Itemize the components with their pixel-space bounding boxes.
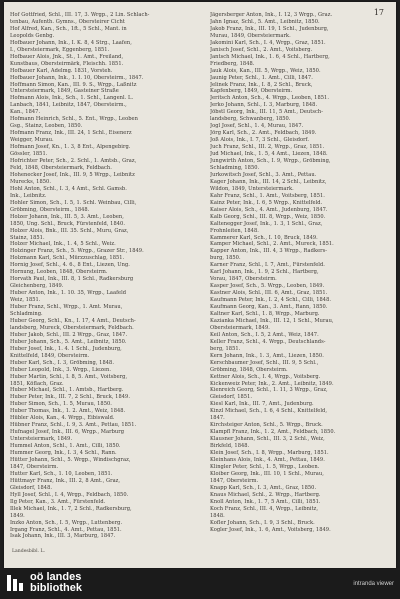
directory-entry-line: berg, 1851. bbox=[210, 345, 241, 352]
directory-entry-line: Klausner Johann, Schl., III. 3, 2 Schl., Weiz, bbox=[210, 436, 325, 443]
directory-entry-line: Vorau, 1847, Obersteirm. bbox=[210, 276, 277, 283]
directory-entry-line: Kickenweiz Peter, Ink., 2. Amt., Leibnitz, 1849. bbox=[210, 380, 334, 387]
directory-entry-line: Hofbauer Alois, Jnk., St., 1. Amt., Freiland, bbox=[10, 53, 124, 60]
directory-entry-line: Koch Franz, Schl., III. 4, Wrgp., Leibnitz, bbox=[210, 505, 319, 512]
directory-entry-line: Holzer Alois, Bnk., III. 35. Schl., Muru, Graz, bbox=[10, 227, 129, 234]
directory-entry-line: Jud Michael, Ink., 1. 5, 4 Amt., Liezen, 1848. bbox=[210, 151, 328, 158]
directory-entry-line: Kaltenegger Josef, Ink., 1. 3, 1 Schl., Graz, bbox=[210, 220, 323, 227]
directory-entry-line: Kainz Peter, Ink., I. 6, 5 Wrgp., Knittelfeld. bbox=[210, 199, 323, 206]
directory-entry-line: Kaufmann Georg, Kan., 3. Amt., Rann, 1850. bbox=[210, 304, 328, 311]
directory-entry-line: 1847, Obersteirm. bbox=[10, 463, 59, 470]
directory-entry-line: Jogl Josef, Schl., 1. 4, Murau, 1847. bbox=[210, 123, 304, 130]
directory-entry-line: Holzer Michael, Ink., 1. 4, 5 Schl., Weiz. bbox=[10, 241, 116, 248]
directory-entry-line: Kan., 1847. bbox=[10, 109, 41, 116]
directory-entry-line: Kienreich Georg, Schl., 1. 11, 3 Wrgp., Graz, bbox=[210, 387, 328, 394]
directory-entry-line: 1851, Köflach, Graz. bbox=[10, 380, 64, 387]
scanned-page bbox=[4, 2, 396, 568]
directory-entry-line: Kasper Josef, Sch., 5. Wrgp., Leoben, 1849. bbox=[210, 283, 325, 290]
directory-entry-line: Kloiber Georg, Ink., III. 10, 1 Schl., Murau, bbox=[210, 470, 324, 477]
directory-entry-line: Huber Leopold, Ink., 3. Wrgp., Liezen. bbox=[10, 366, 112, 373]
directory-entry-line: Holzinger Franz, Sch., 5. Wrgp., Grazer Str., 1849. bbox=[10, 248, 144, 255]
directory-entry-line: Keller Franz, Schl., 4. Wrgp., Deutschlands- bbox=[210, 338, 326, 345]
logo-line-2: bibliothek bbox=[30, 582, 82, 594]
directory-entry-line: Holzer Johann, Ink., III. 5, 3. Amt., Leoben, bbox=[10, 213, 124, 220]
library-logo[interactable] bbox=[6, 572, 82, 594]
directory-entry-line: Kastner Alois, Schl., III. 6, Amt., Graz, 1851. bbox=[210, 290, 328, 297]
directory-entry-line: Ilg Peter, Kan., 3. Amt., Fürstenfeld. bbox=[10, 498, 106, 505]
directory-entry-line: Huber Simon, Sch., 1. 5, Murau, 1850. bbox=[10, 401, 112, 408]
directory-entry-line: Kerschbaumer Josef, Schl., III. 9, 5 Schl., bbox=[210, 359, 319, 366]
directory-entry-line: Hofbauer Karl, Adelmg. 1831, Vorsteh. bbox=[10, 67, 113, 74]
directory-entry-line: Keil Anton, Sch., I. 5, 2 Amt., Weiz, 1847. bbox=[210, 331, 319, 338]
directory-entry-line: Hübner Franz, Schl., I. 9, 3. Amt., Pettau, 1851. bbox=[10, 422, 137, 429]
directory-entry-line: Schladming, 1850. bbox=[210, 164, 260, 171]
directory-entry-line: Hornung, Leoben, 1848, Obersteirm. bbox=[10, 269, 108, 276]
directory-entry-line: Hummer Georg, Ink., I. 3, 4 Schl., Rann. bbox=[10, 450, 117, 457]
directory-entry-line: Janisch Josef, Schl., 2. Amt., Voitsberg. bbox=[210, 46, 313, 53]
directory-entry-line: Frohnleiten, 1848. bbox=[210, 227, 259, 234]
directory-entry-line: 1850, Ung. Schl., Bruck, Fürstenfeld, 1840. bbox=[10, 220, 125, 227]
directory-entry-line: Huber Georg, Schl., Kn., I. 17, 4 Amt., Deutsch- bbox=[10, 317, 136, 324]
directory-entry-line: Gleisdorf, 1848. bbox=[10, 484, 53, 491]
directory-entry-line: Huber Josef, Ink., 1. 4. 1 Schl., Judenburg, bbox=[10, 345, 122, 352]
directory-entry-line: Karl Johann, Ink., 1. 9, 2 Schl., Hartberg, bbox=[210, 269, 319, 276]
directory-entry-line: Gleichenberg, 1849. bbox=[10, 283, 64, 290]
directory-entry-line: Illek Michael, Ink., 1. 7, 2 Schl., Radkersburg, bbox=[10, 505, 132, 512]
directory-entry-line: Klampfl Franz, Ink., 1. 2, Amt., Feldbach, 1850. bbox=[210, 429, 336, 436]
directory-entry-line: Jörg Karl, Sch., 2. Amt., Feldbach, 1849. bbox=[210, 130, 317, 137]
page-number: 17 bbox=[373, 8, 384, 17]
directory-entry-line: I., Obersteiermark, Eggenberg, 1851. bbox=[10, 46, 110, 53]
directory-entry-line: Kirchsteiger Anton, Schl., 5. Wrgp., Bruck. bbox=[210, 422, 323, 429]
library-logo-icon bbox=[6, 573, 26, 593]
directory-entry-line: Karner Franz, Schl., I. 7, Amt., Fürstenfeld. bbox=[210, 262, 325, 269]
directory-entry-line: Hof Alfred, Kan., Sch., 1ft., 5 Schl., Mant. in bbox=[10, 25, 127, 32]
directory-entry-line: Kammerer Karl, Sch., I. 10, Bruck, 1849. bbox=[210, 234, 318, 241]
directory-entry-line: Klingler Peter, Schl., 1. 5, Wrgp., Leoben. bbox=[210, 463, 320, 470]
directory-entry-line: Hohler Simon, Sch., I. 5, 1. Schl. Weinbau, Cilli, bbox=[10, 199, 137, 206]
directory-entry-line: Knoll Anton, Ink., 1. 7, 5 Amt., Cilli, 1851. bbox=[210, 498, 321, 505]
directory-entry-line: Kapper Anton, Ink., III. 4, 3 Wrgp., Radkers- bbox=[210, 248, 328, 255]
directory-entry-line: Wildon, 1849, Untersteiermark. bbox=[210, 185, 294, 192]
directory-entry-line: Huber Thomas, Ink., 1. 2. Amt., Weiz, 1848. bbox=[10, 408, 126, 415]
directory-entry-line: Huber Karl, Sch., I. 3, Gröbming, 1848. bbox=[10, 359, 115, 366]
directory-entry-line: Hoffmann Simon, Kan., III. 9. S., Wrgp., Laßnitz bbox=[10, 81, 137, 88]
directory-entry-line: Kofler Johann, Sch., I. 9, 3 Schl., Bruck. bbox=[210, 519, 315, 526]
directory-entry-line: Gössler, 1851. bbox=[10, 151, 48, 158]
directory-entry-line: Gröbming, 1848, Obersteirm. bbox=[210, 366, 288, 373]
directory-entry-line: Klein Josef, Sch., I. 8, Wrgp., Marburg, 1851. bbox=[210, 450, 329, 457]
page-footnote: Landesbibl. L. bbox=[12, 549, 46, 554]
directory-entry-line: Inzko Anton, Sch., I. 5, Wrgp., Luttenberg. bbox=[10, 519, 123, 526]
directory-entry-line: Birkfeld, 1848. bbox=[210, 443, 250, 450]
directory-entry-line: Huber Johann, Sch., 5. Amt., Leibnitz, 1850. bbox=[10, 338, 127, 345]
directory-entry-line: Joß Alois, Ink., I. 7, 3 Schl., Gleisdorf. bbox=[210, 137, 310, 144]
directory-entry-line: Jahn Ignaz, Schl., 5. Amt., Leibnitz, 1850. bbox=[210, 18, 320, 25]
viewer-label: intranda viewer bbox=[353, 581, 394, 587]
directory-entry-line: Knittelfeld, 1849, Obersteirm. bbox=[10, 352, 90, 359]
directory-entry-line: landsberg, Mureck, Obersteiermark, Feldbach. bbox=[10, 324, 134, 331]
directory-entry-line: Horvath Paul, Ink., III. 8, 1 Schl., Radkersburg bbox=[10, 276, 134, 283]
directory-entry-line: Jurkowitsch Josef, Schl., 3. Amt., Pettau. bbox=[210, 171, 317, 178]
directory-entry-line: Hof Gottfried, Schl., III. 17, 3. Wrgp., 2 Lin. Schlach- bbox=[10, 12, 150, 18]
directory-entry-line: Knaus Michael, Schl., 2. Wrgp., Hartberg. bbox=[210, 491, 321, 498]
directory-entry-line: Hofbauer Johann, Ink., I. K. 8, 4 Strg., Laafen, bbox=[10, 39, 132, 46]
directory-entry-line: Juch Franz, Schl., III. 2, Wrgp., Graz, 1851. bbox=[210, 144, 325, 151]
directory-entry-line: Holzmann Karl, Schl., Mürzzuschlag, 1851. bbox=[10, 255, 125, 262]
logo-line-1: oö landes bbox=[30, 571, 82, 583]
directory-entry-line: Untersteiermark, 1849, Gasteiner Straße bbox=[10, 88, 119, 95]
directory-entry-line: Jerko Johann, Schl., I. 3, Marburg, 1848. bbox=[210, 102, 318, 109]
directory-entry-line: Kazianka Michael, Ink., III. 12, 1 Schl., Murau, bbox=[210, 317, 334, 324]
directory-entry-line: Hornig Josef, Schl., 4. 6., 8 Ent., Liezen, Ung. bbox=[10, 262, 130, 269]
directory-entry-line: Murau, 1849, Obersteiermark. bbox=[210, 32, 291, 39]
directory-entry-line: landsberg, Schwanberg, 1850. bbox=[210, 116, 291, 123]
directory-entry-line: Gsg., Stainz, Leoben, 1850. bbox=[10, 123, 83, 130]
directory-entry-line: Kleinhans Alois, Ink., 4. Amt., Pettau, 1849. bbox=[210, 457, 325, 463]
directory-entry-line: Jägersberger Anton, Ink., I. 12, 3 Wrgp., Graz. bbox=[210, 12, 333, 18]
directory-entry-line: 1849. bbox=[10, 512, 25, 519]
directory-entry-line: Irgang Franz, Schl., 4. Amt., Pettau, 1851. bbox=[10, 526, 122, 533]
directory-entry-line: Hübler Alois, Kan., 4. Wrgp., Eibiswald. bbox=[10, 415, 115, 422]
directory-entry-line: Kamper Michael, Schl., 2. Amt., Mureck, 1851. bbox=[210, 241, 334, 248]
directory-entry-line: Jungwirth Anton, Sch., I. 9, Wrgp., Gröbming, bbox=[210, 158, 331, 165]
viewer-footer bbox=[0, 570, 400, 599]
directory-entry-line: Obersteiermark, 1849. bbox=[210, 324, 270, 331]
directory-entry-line: Kunstbaus, Obersteirmärk, Fleischh. 1851. bbox=[10, 60, 124, 67]
directory-entry-line: Leopolds Genbg. bbox=[10, 32, 55, 39]
directory-entry-line: Hummel Anton, Schl., 1. Amt., Cilli, 1850. bbox=[10, 443, 121, 450]
directory-entry-line: Jantsch Michael, Ink., 1. 6, 4 Schl., Hartberg, bbox=[210, 53, 330, 60]
library-logo-text bbox=[30, 572, 82, 594]
right-column bbox=[210, 12, 392, 533]
directory-entry-line: Jauk Alois, Kan., III. 5, Wrgp., Weiz, 1850. bbox=[210, 67, 321, 74]
directory-entry-line: Kaiser Alois, Sch., 4. Amt., Judenburg, 1847. bbox=[210, 206, 328, 213]
directory-entry-line: Jöbstl Georg, Ink., III. 11, 5 Amt., Deutsch- bbox=[210, 109, 324, 116]
directory-entry-line: Hofmann Franz, Ink., III. 24, 1 Schl., Eisenerz bbox=[10, 130, 132, 137]
directory-entry-line: 1847, Obersteirm. bbox=[210, 477, 259, 484]
directory-entry-line: Kogler Josef, Ink., 1. 6, Amt., Voitsberg, 1849. bbox=[210, 526, 331, 533]
directory-entry-line: burg, 1850. bbox=[210, 255, 241, 262]
directory-entry-line: Hohenecker Josef, Ink., III. 9, 5 Wrgp., Leibnitz bbox=[10, 171, 135, 178]
directory-entry-line: Jakob Franz, Ink., III. 19, 1 Schl., Judenburg, bbox=[210, 25, 329, 32]
directory-entry-line: 1847. bbox=[210, 415, 225, 422]
directory-entry-line: Ink., Leibnitz. bbox=[10, 192, 47, 199]
directory-entry-line: Kettner Alois, Sch., I. 4, Wrgp., Voitsberg. bbox=[210, 373, 321, 380]
directory-entry-line: Gröbming, Obersteirm., 1848. bbox=[10, 206, 90, 213]
directory-entry-line: Weigger, Murau. bbox=[10, 137, 54, 144]
directory-entry-line: Kahr Franz, Schl., 1. Amt., Voitsberg, 1851. bbox=[210, 192, 325, 199]
directory-entry-line: Kern Johann, Ink., 1. 3, Amt., Liezen, 1850. bbox=[210, 352, 324, 359]
directory-entry-line: Jakomini Karl, Sch., I. 4, Wrgp., Graz, 1851. bbox=[210, 39, 326, 46]
directory-entry-line: Stainz, 1851. bbox=[10, 234, 45, 241]
directory-entry-line: Gleisdorf, 1851. bbox=[210, 394, 253, 401]
directory-entry-line: Jelinek Franz, Ink., I. 8, 2 Schl., Bruck, bbox=[210, 81, 313, 88]
directory-entry-line: Feld, 1848, Obersteiermark, Feldbach. bbox=[10, 164, 112, 171]
directory-entry-line: Huber Peter, Ink., III. 7, 2 Schl., Bruck, 1849. bbox=[10, 394, 131, 401]
directory-entry-line: Untersteiermark, 1849. bbox=[10, 436, 73, 443]
directory-entry-line: Hohl Anton, Schl., I. 3, 4 Amt., Schl. Gamsb. bbox=[10, 185, 127, 192]
directory-entry-line: Kinzl Michael, Sch., I. 6, 4 Schl., Knittelfeld, bbox=[210, 408, 327, 415]
directory-entry-line: Hüttmayr Franz, Ink., III. 2, 8 Amt., Graz, bbox=[10, 477, 121, 484]
directory-entry-line: Hofbauer Johann, Ink., 1. I. 10, Obersteirm., 1847. bbox=[10, 74, 144, 81]
directory-entry-line: Jaunig Peter, Schl., 1. Amt., Cilli, 1847. bbox=[210, 74, 313, 81]
directory-entry-line: Hofmann Alois, Ink., Sch., 1. Schl., Langenl. L. bbox=[10, 95, 134, 102]
directory-entry-line: Kapfenberg, 1849, Obersteirm. bbox=[210, 88, 293, 95]
directory-entry-line: Schladming. bbox=[10, 310, 43, 317]
directory-entry-line: Friedberg, 1848. bbox=[210, 60, 255, 67]
directory-entry-line: Hofrichter Peter, Sch., 2. Schl., 1. Amtsb., Graz, bbox=[10, 158, 137, 165]
directory-entry-line: Huber Martin, Schl., I. 8, 5. Amt., Voitsberg, bbox=[10, 373, 128, 380]
directory-entry-line: Huber Anton, Ink., 1. 10. 35, Wrgp., Laafeld bbox=[10, 290, 127, 297]
directory-entry-line: Kager Johann, Ink., III. 14, 2 Schl., Leibnitz, bbox=[210, 178, 327, 185]
directory-entry-line: Kaltner Karl, Schl., 1. 8, Wrgp., Marburg. bbox=[210, 310, 320, 317]
directory-entry-line: Hufnagel Josef, Ink., III. 6, Wrgp., Marburg bbox=[10, 429, 125, 436]
directory-entry-line: Hofmann Josef, Kn., 1. 3, 8 Ent., Alpengebirg. bbox=[10, 144, 131, 151]
directory-entry-line: Kaufmann Peter, Ink., I. 2, 4 Schl., Cilli, 1848. bbox=[210, 297, 332, 304]
directory-entry-line: Murecks, 1850. bbox=[10, 178, 52, 185]
directory-entry-line: Kiesl Karl, Ink., III. 7, Amt., Judenburg. bbox=[210, 401, 314, 408]
directory-entry-line: 1848. bbox=[210, 512, 225, 519]
left-column bbox=[10, 12, 192, 540]
directory-entry-line: Huber Franz, Schl., Wrgp., 1. Amt. Murau, bbox=[10, 304, 123, 311]
directory-entry-line: Huber Michael, Schl., 1. Amtsb., Hartberg. bbox=[10, 387, 124, 394]
directory-entry-line: Hutter Karl, Sch., 1. 10, Leoben, 1851. bbox=[10, 470, 113, 477]
directory-entry-line: Weiz, 1851. bbox=[10, 297, 41, 304]
directory-entry-line: Knapp Karl, Sch., I. 3, Amt., Graz, 1850. bbox=[210, 484, 317, 491]
directory-entry-line: Lanbach, 1841, Leibnitz, 1847, Obersteirm., bbox=[10, 102, 127, 109]
directory-entry-line: Isak Johann, Ink., III. 3, Marburg, 1847. bbox=[10, 533, 116, 540]
directory-entry-line: Hofmann Heinrich, Schl., 5. Ent., Wrgp., Leoben bbox=[10, 116, 138, 123]
directory-entry-line: tenbau, Aufenth. Gymns., Obersteirer Cicht bbox=[10, 18, 125, 25]
directory-entry-line: Kalb Georg, Schl., III. 8, Wrgp., Weiz, 1850. bbox=[210, 213, 326, 220]
directory-entry-line: Hyll Josef, Schl., I. 4, Wrgp., Feldbach, 1850. bbox=[10, 491, 129, 498]
directory-entry-line: Jeritsch Anton, Sch., 4. Wrgp., Leoben, 1851. bbox=[210, 95, 329, 102]
directory-entry-line: Hütter Johann, Schl., 5. Wrgp., Windischgraz, bbox=[10, 457, 131, 463]
directory-entry-line: Huber Jakob, Schl., III. 2 Wrgp., Graz, 1847. bbox=[10, 331, 128, 338]
